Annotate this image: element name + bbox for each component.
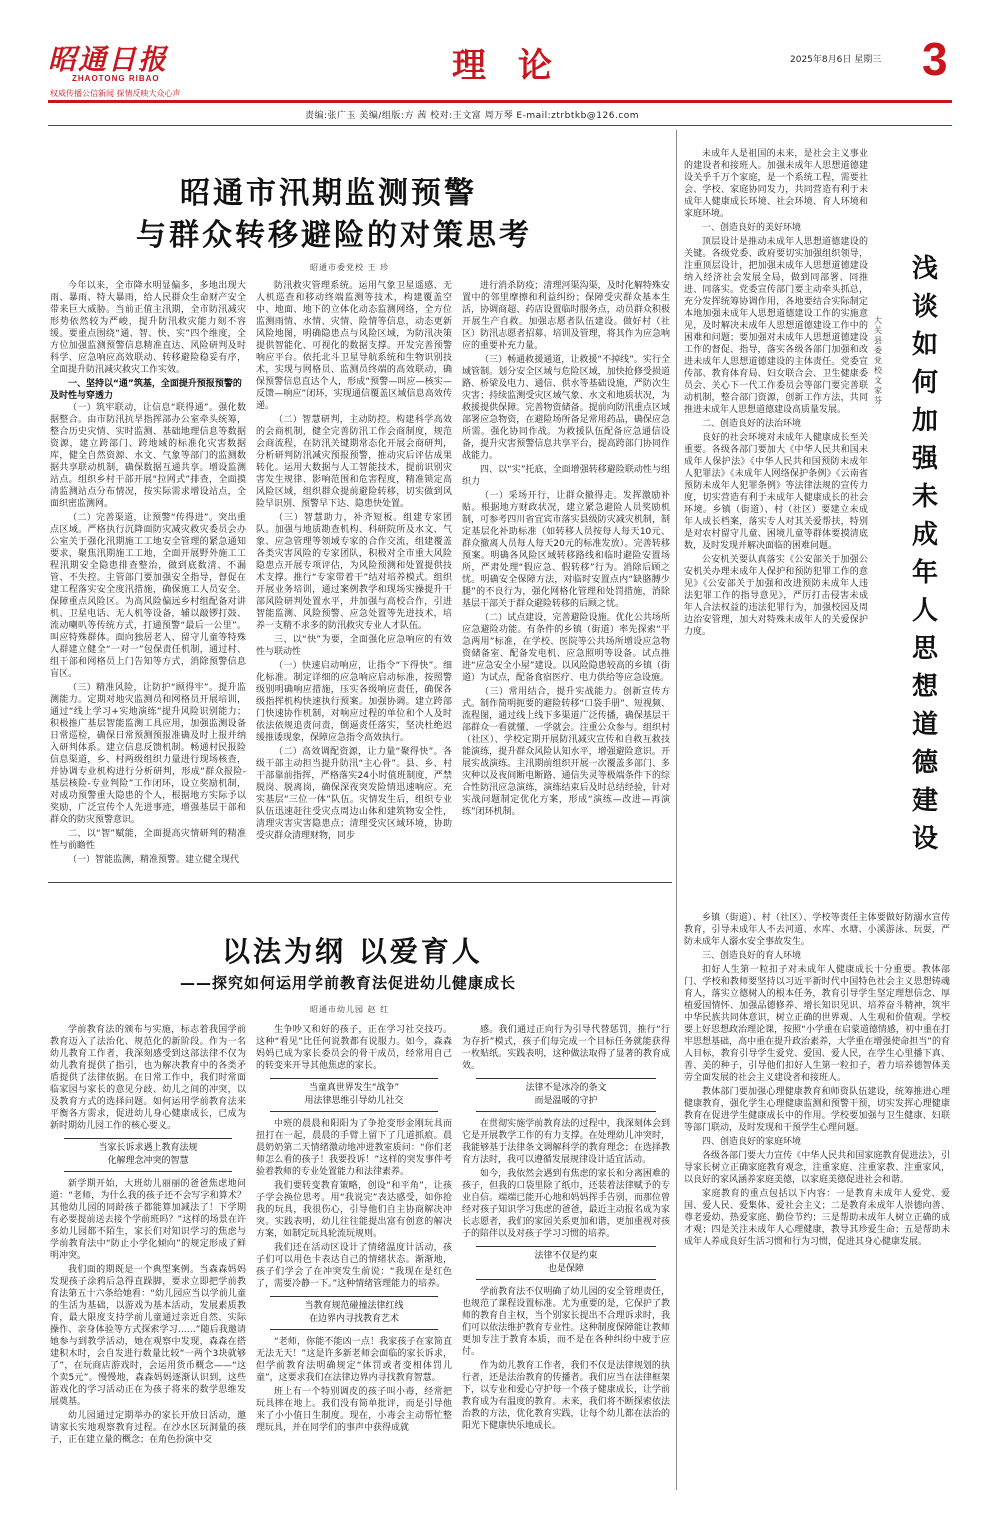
column-divider — [676, 130, 677, 1490]
page-number: 3 — [922, 33, 948, 85]
paragraph: 三、以“快”为要，全面强化应急响应的有效性与联动性 — [256, 635, 452, 657]
article1-title-line1: 昭通市汛期监测预警 — [180, 176, 477, 211]
paragraph: 防汛救灾管理系统。运用气象卫星遥感、无人机巡查和移动终端监测等技术，构建覆盖空中、地面、地下的立体化动态监测网络，全方位监测雨情、水情、灾情、险情等信息，动态更新风险地图，明确隐患点与风险区域，为防汛决策提供智能化、可视化的数据支撑。开发完善预警响应平台。依托北斗卫星导航系统和生物识别技术，实现与网格员、监测员终端的高效联动，确保预警信息直达个人，形成“预警—叫应—核实—反馈—响应”闭环，实现通信覆盖区域信息高效传递。 — [256, 281, 452, 411]
paragraph: 三、创造良好的育人环境 — [702, 951, 802, 961]
paragraph: （一）快速启动响应，让指令“下得快”。细化标准。制定详细的应急响应启动标准，按照警级别明确响应措施，压实各级响应责任，确保各级指挥机构快速执行预案。加强协调。建立跨部门快速协作机制，对响应过程的单位和个人及时依法依规追责问责，倒逼责任落实，坚决杜绝迟缓推诿现象，保障应急指令高效执行。 — [256, 661, 452, 743]
masthead-name: 昭通日报 — [48, 43, 169, 76]
paragraph: 我们要转变教育策略，创设“和平角”，让孩子学会换位思考。用“我说完”表达感受，如你抢我的玩具，我很伤心，引导他们自主协商解决冲突。实践表明，幼儿往往能提出富有创意的解决方案，如制定玩具轮流玩规则。 — [256, 1181, 452, 1239]
paragraph: 作为幼儿教育工作者，我们不仅是法律规划的执行者，还是法治教育的传播者。我们应当在法律框架下，以专业和爱心守护每一个孩子健康成长，让学前教育成为有温度的教育。未来，我们将不断探索依法治教的方法，优化教育实践，让每个幼儿都在法治的阳光下健康快乐地成长。 — [462, 1361, 670, 1431]
paragraph: 学前教育法的颁布与实施，标志着我国学前教育迈入了法治化、规范化的新阶段。作为一名幼儿教育工作者，我深刻感受到这部法律不仅为幼儿教育提供了指引，也为解决教育中的各类矛盾提供了法律依据。在日常工作中，我们时常面临家园与家长的意见分歧、幼儿之间的冲突，以及教育方式的选择问题。如何运用学前教育法来平衡各方需求，促进幼儿身心健康成长，已成为新时期幼儿园工作的核心要义。 — [50, 1025, 246, 1131]
paragraph: 如今，我依然会遇到有焦虑的家长和分离困难的孩子，但我的口袋里除了纸巾，还装着法律赋予的专业自信。端端已能开心地和妈妈挥手告别，而那位曾经对孩子知识学习焦虑的爸爸，最近主动报名成为家长志愿者，我们的家园关系更加和谐，更加重视对孩子的陪伴以及对孩子学习习惯的培养。 — [462, 1169, 670, 1239]
paragraph: 四、创造良好的家庭环境 — [702, 1137, 802, 1147]
article3-title: 浅谈如何加强未成年人思想道德建设 — [911, 254, 938, 854]
article2-column-2 — [256, 1024, 452, 1490]
paragraph: 二、以“智”赋能，全面提高灾情研判的精准性与前瞻性 — [50, 829, 246, 851]
paragraph: （三）畅通救援通道，让救援“不掉线”。实行全域管制。划分安全区域与危险区域，加快抢修受损道路、桥梁及电力、通信、供水等基础设施，严防次生灾害；持续监测受灾区域气象、水文和地质状况，为救援提供保障。完善物资储备。提前向防汛重点区域部署应急物资，在避险场所备足常用药品，确保应急所需。强化协同作战。为救援队伍配备应急通信设备，提升灾害预警信息共享平台，提高跨部门协同作战能力。 — [462, 355, 670, 461]
article1-column-3 — [462, 280, 670, 878]
paragraph: 未成年人是祖国的未来，是社会主义事业的建设者和接班人。加强未成年人思想道德建设关乎千万个家庭，是一个系统工程，需要社会、学校、家庭协同发力，共同营造有利于未成年人健康成长环境、社会环境、育人环境和家庭环境。 — [684, 149, 868, 219]
paragraph: “老师，你能不能凶一点！我家孩子在家简直无法无天！”这是许多新老师会面临的家长诉求，但学前教育法明确规定“体罚或者变相体罚儿童”，这要求我们在法律边界内寻找教育智慧。 — [256, 1337, 452, 1383]
paragraph: 一、创造良好的美好环境 — [702, 223, 802, 233]
article3-column-bottom — [684, 912, 950, 1490]
article1-title-line2: 与群众转移避险的对策思考 — [136, 218, 532, 253]
paragraph: 班上有一个特别调皮的孩子叫小毒，经常把玩具摔在地上。我们没有简单批评，而是引导他来了小小值日生制度。现在，小毒会主动帮忙整理玩具，并在同学们的事声中获得成就 — [256, 1387, 452, 1433]
paragraph: 四、以“实”托底，全面增强转移避险联动性与组织力 — [462, 465, 670, 487]
paragraph: （二）试点建设，完善避险设施。优化公共场所应急避险功能。有条件的乡镇（街道）率先探索“平急两用”标准，在学校、医院等公共场所增设应急物资储备室、配备发电机、应急照明等设备。试点推进“应急安全小屋”建设。以风险隐患较高的乡镇（街道）为试点，配备食宿医疗、电力供给等应急设施。 — [462, 613, 670, 683]
paragraph: 二、创造良好的法治环境 — [702, 419, 802, 429]
paragraph: （二）高效调配资源，让力量“聚得快”。各级干部主动担当提升防汛“主心骨”。县、乡、村干部靠前指挥，严格落实24小时值班制度，严禁脱岗、脱离岗，确保深夜突发险情迅速响应。充实基层“三位一体”队伍。灾情发生后，组织专业队伍迅速赶往受灾点周边山体和建筑物安全性，清理灾害灾害隐患点；清理受灾区域环境，协助受灾群众清理财物，同步 — [256, 747, 452, 841]
paragraph: 学前教育法不仅明确了幼儿园的安全管理责任，也规范了课程设置标准。尤为重要的是，它保护了教师的教育自主权，当个别家长提出不合理诉求时，我们可以依法维护教育专业性。这种制度保障能让教师更加专注于教育本质，而不是在各种纠纷中疲于应付。 — [462, 1287, 670, 1357]
header-rule — [48, 100, 952, 103]
section-callout: 法律不仅是约束 也是保障 — [476, 1246, 656, 1280]
section-callout: 当教育规范碰撞法律红线 在边界内寻找教育艺术 — [270, 1296, 438, 1330]
paragraph: （三）常用结合，提升实战能力。创新宣传方式。制作简明扼要的避险转移“口袋手册”、短视频、流程图，通过线上线下多渠道广泛传播，确保基层干部群众一看就懂、一学就会。注重公众参与。组织村（社区）、学校定期开展防汛减灾宣传和自救互救技能演练，提升群众风险认知水平，增强避险意识。开展实战演练。主汛期前组织开展一次覆盖多部门、多灾种以及夜间断电断路、通信失灵等极端条件下的综合性防汛应急演练，演练结束后及时总结经验，针对实战问题制定优化方案，形成“演练—改进—再演练”闭环机制。 — [462, 687, 670, 817]
paragraph: 扣好人生第一粒扣子对未成年人健康成长十分重要。教体部门、学校和教师要坚持以习近平新时代中国特色社会主义思想铸魂育人，落实立德树人的根本任务，教育引导学生坚定理想信念、厚植爱国情怀、加强品德修养、增长知识见识、培养奋斗精神，筑牢中华民族共同体意识，树立正确的世界观、人生观和价值观。学校要上好思想政治理论课，按照“小学重在启蒙道德情感，初中重在打牢思想基础，高中重在提升政治素养，大学重在增强使命担当”的育人目标，教育引导学生爱党、爱国、爱人民，在学生心里播下真、善、美的种子，引导他们扣好人生第一粒扣子，着力培养德智体美劳全面发展的社会主义建设者和接班人。 — [684, 965, 950, 1083]
paragraph: 今年以来，全市降水明显偏多，多地出现大雨、暴雨、特大暴雨，给人民群众生命财产安全带来巨大威胁。当前正值主汛期，全市防汛减灾形势依然较为严峻，提升防汛救灾能力刻不容缓。要重点围绕“通、智、快、实”四个维度，全方位加强监测预警信息精准直达、风险研判及时科学、应急响应高效联动、转移避险稳妥有序，全面提升防汛减灾救灾工作实效。 — [50, 281, 246, 375]
section-callout: 当童真世界发生“战争” 用法律思维引导幼儿社交 — [270, 1078, 438, 1112]
masthead-pinyin: ZHAOTONG RIBAO — [72, 74, 160, 83]
section-callout: 当家长诉求遇上教育法规 化解理念冲突的智慧 — [64, 1138, 232, 1172]
paragraph: 各级各部门要大力宣传《中华人民共和国家庭教育促进法》，引导家长树立正确家庭教育观念，注重家庭、注重家教、注重家风，以良好的家风涵养家庭美德，以家庭美德促进社会和谐。 — [684, 1151, 950, 1185]
paragraph: 生争吵又和好的孩子，正在学习社交技巧。这种“看见”比任何说教都有说服力。如今，森森妈妈已成为家长委员会的骨干成员，经常用自己的转变来开导其他焦虑的家长。 — [256, 1025, 452, 1071]
paragraph: 新学期开始，大班幼儿丽丽的爸爸焦虑地问道：“老师，为什么我的孩子还不会写字和算术？其他幼儿园的同龄孩子都能算加减法了！下学期有必要提前送去接个学前班吗？”这样的场景在许多幼儿园都不陌生，家长们对知识学习的焦虑与学前教育法中“防止小学化倾向”的规定形成了鲜明冲突。 — [50, 1179, 246, 1261]
article2-byline: 昭通市幼儿园 赵 红 — [310, 1005, 390, 1014]
article1-byline: 昭通市委党校 王 珍 — [310, 263, 390, 272]
section-heading: 一、坚持以“通”筑基，全面提升预报预警的及时性与穿透力 — [50, 379, 242, 401]
paragraph: （二）智慧研判，主动防控。构建科学高效的会商机制，健全完善防汛工作会商制度，规范会商流程，在防汛关键期常态化开展会商研判，分析研判防汛减灾预报预警，推动灾后评估成果转化。运用大数据与人工智能技术，提前识别灾害发生规律、影响范围和危害程度，精准锁定高风险区域，组织群众提前避险转移，切实做到风险早识别、预警早下达、隐患快处置。 — [256, 415, 452, 509]
paragraph: 在贯彻实施学前教育法的过程中，我深刻体会到它是开展教学工作的有力支撑。在处理幼儿冲突时，我能够基于法律条文调解科学的教育理念；在选择教育方法时，我可以遵循发展规律设计适宜活动。 — [462, 1119, 670, 1165]
paragraph: 我们面的期既是一个典型案例。当森森妈妈发现孩子涂鸦后急得直跺脚，要求立即把学前教育法第五十六条给她看：“幼儿园应当以学前儿童的生活为基础，以游戏为基本活动，发展素质教育，最大限度支持学前儿童通过亲近自然、实际操作、亲身体验等方式探索学习……”随后我邀请她参与到教学活动，她在观察中发现，森森在搭建积木时，会自发进行数量比较“一两个3块就够了”，在玩商店游戏时，会运用货币概念——“这个卖5元”。慢慢地，森森妈妈逐渐认识到，这些游戏化的学习活动正在为孩子将来的数学思维发展奠基。 — [50, 1265, 246, 1407]
paragraph: （一）筑牢联动，让信息“联得通”。强化数据整合。由市防汛抗旱指挥部办公室牵头统筹，整合历史灾情、实时监测、基础地理信息等数据资源，建立跨部门、跨地域的标准化灾害数据库，健全自然资源、水文、气象等部门的监测数据共享联动机制，确保数据互通共享。增设监测站点。组织乡村干部开展“拉网式”排查，全面摸清监测站点分布情况，按实际需求增设站点，全面织密监测网。 — [50, 403, 246, 509]
article2-title: 以法为纲 以爱育人 — [222, 935, 483, 968]
paragraph: 家庭教育的重点包括以下内容：一是教育未成年人爱党、爱国、爱人民、爱集体、爱社会主义；二是教育未成年人崇德向善、尊老爱幼、热爱家庭、勤俭节约；三是帮助未成年人树立正确的成才观；四是关注未成年人心理健康，教导其珍爱生命；五是帮助未成年人养成良好生活习惯和行为习惯，促进其身心健康发展。 — [684, 1189, 950, 1247]
paragraph: （二）完善渠道，让预警“传得进”。突出重点区域。严格执行沉降面防灾减灾救灾委员会办公室关于强化汛期施工工地安全管理的紧急通知要求，聚焦汛期施工工地，全面开展野外施工工程汛期安全隐患排查整治，做到底数清、不漏管、不失控。主管部门要加强安全指导，督促在建工程落实安全度汛措施，确保施工人员安全。保障重点风险区。为高风险偏远乡村组配备对讲机、卫星电话、无人机等设备，辅以敲锣打鼓、流动喇叭等传统方式，打通预警“最后一公里”。叫应特殊群体。面向独居老人、留守儿童等特殊人群建立健全“一对一”包保责任机制，通过村、组干部和网格员上门告知等方式，消除预警信息盲区。 — [50, 513, 246, 679]
article3-column-top — [684, 148, 868, 908]
article1-column-1 — [50, 280, 246, 878]
paragraph: 幼儿园通过定期举办的家长开放日活动，邀请家长实地观察教育过程。在沙水区玩洞量的孩子，正在建立量的概念；在角色扮演中交 — [50, 1411, 246, 1445]
paragraph: 进行消杀防疫；清理河渠沟渠，及时化解特殊安置中的邻里摩擦和利益纠纷；保障受灾群众基本生活，协调商超、药店设置临时服务点，动员群众积极开展生产自救。加强志愿者队伍建设。做好村（社区）防汛志愿者招募、培训及管理，将其作为应急响应的重要补充力量。 — [462, 281, 670, 351]
paragraph: 中班的晨晨和阳阳为了争抢变形金刚玩具而扭打在一起，晨晨的手臂上留下了几道抓痕。晨晨奶奶第二天情绪激动地冲进教室质问：“你们老师怎么看的孩子！我要投诉！”这样的突发事件考验着教师的专业处置能力和法律素养。 — [256, 1119, 452, 1177]
paragraph: 公安机关要认真落实《公安部关于加强公安机关办理未成年人保护和预防犯罪工作的意见》《公安部关于加强和改进预防未成年人违法犯罪工作的指导意见》，严厉打击侵害未成年人合法权益的违法犯罪行为，加强校园及周边治安管理，加大对特殊未成年人的关爱保护力度。 — [684, 555, 868, 637]
paragraph: 顶层设计是推动未成年人思想道德建设的关键。各级党委、政府要切实加强组织领导，注重顶层设计，把加强未成年人思想道德建设纳入经济社会发展全局，做到同部署、同推进、同落实。党委宣传部门要主动牵头抓总，充分发挥统筹协调作用，各地要结合实际制定本地加强未成年人思想道德建设工作的实施意见，及时解决未成年人思想道德建设工作中的困难和问题；要加强对未成年人思想道德建设工作的督促、指导，落实各级各部门加强和改进未成年人思想道德建设的主体责任。党委宣传部、教育体育局、妇女联合会、卫生健康委员会、关心下一代工作委员会等部门要完善联动机制，整合部门资源，创新工作方法，共同推进未成年人思想道德建设高质量发展。 — [684, 237, 868, 415]
dateline: 2025年8月6日 星期三 — [790, 55, 882, 65]
paragraph: （一）智能监测，精准预警。建立健全现代 — [68, 855, 240, 865]
header-rule-thin — [48, 125, 952, 126]
editors-line: 责编:张广玉 美编/组版:方 茜 校对:王文富 周万琴 E-mail:ztrbtkb@126.com — [305, 111, 640, 121]
paragraph: 我们还在活动区设计了情绪温度计活动，孩子们可以用色卡表达自己的情绪状态。渐渐地，孩子们学会了在冲突发生前说：“我现在是红色了，需要冷静一下。”这种情绪管理能力的培养。 — [256, 1243, 452, 1289]
section-title: 理 论 — [452, 46, 562, 86]
article2-column-1 — [50, 1024, 246, 1490]
article-separator — [48, 882, 672, 883]
paragraph: 感。我们通过正向行为引导代替惩罚，推行“行为存折”模式，孩子们每完成一个目标任务就能获得一枚贴纸。实践表明，这种做法取得了显著的教育成效。 — [462, 1025, 670, 1071]
paragraph: 良好的社会环境对未成年人健康成长至关重要。各级各部门要加大《中华人民共和国未成年人保护法》《中华人民共和国预防未成年人犯罪法》《未成年人网络保护条例》《云南省预防未成年人犯罪条例》等法律法规的宣传力度，切实营造有利于未成年人健康成长的社会环境。乡镇（街道）、村（社区）要建立未成年人成长档案，落实专人对其关爱帮扶，特别是对农村留守儿童、困境儿童等群体要摸清底数，及时发现并解决面临的困难问题。 — [684, 433, 868, 551]
paragraph: 乡镇（街道）、村（社区）、学校等责任主体要做好防溺水宣传教育，引导未成年人不去河道、水库、水塘、小溪游泳、玩耍，严防未成年人溺水安全事故发生。 — [684, 913, 950, 947]
masthead-slogan: 权威传播公信新闻 探情反映大众心声 — [50, 89, 181, 98]
paragraph: 教体部门要加强心理健康教育和师资队伍建设，统筹推进心理健康教育，强化学生心理健康监测和预警干预，切实发挥心理健康教育在促进学生健康成长中的作用。学校要加强与卫生健康、妇联等部门联动，及时发现和干预学生心理问题。 — [684, 1087, 950, 1133]
paragraph: （三）智慧助力，补齐短板。组建专家团队。加强与地质勘查机构、科研院所及水文、气象、应急管理等领域专家的合作交流，组建覆盖各类灾害风险的专家团队，积极对全市重大风险隐患点开展专项评估，为风险预测和处置提供技术支撑。推行“专家带着干”结对培养模式。组织开展业务培训，通过案例教学和现场实操提升干部风险研判处置水平，并加强与高校合作，引进智能监测、风险预警、应急处置等先进技术，培养一支精不求多的防汛救灾专业人才队伍。 — [256, 513, 452, 631]
article2-subtitle: ——探究如何运用学前教育法促进幼儿健康成长 — [180, 974, 517, 992]
article1-column-2 — [256, 280, 452, 878]
paragraph: （一）采场开行，让群众撤得走。发挥激励补贴。根据地方财政状况，建立紧急避险人员奖励机制，可参考四川省宜宾市落实县级防灾减灾机制，制定基层化补助标准（如转移人员按每人每天10元、群众撤离人员每人每天20元的标准发放）。完善转移预案。明确各风险区域转移路线和临时避险安置场所，严肃处理“假应急、假转移”行为。消除后顾之忧。明确安全保障方法，对临时安置点内“缺胳膊少腿”的不良行为，强化网格化管理和处罚措施，消除基层干部关于群众避险转移的后顾之忧。 — [462, 491, 670, 609]
article3-byline: 大关县委党校 文家芬 — [874, 316, 882, 405]
section-callout: 法律不是冰冷的条文 而是温暖的守护 — [476, 1078, 656, 1112]
article2-column-3 — [462, 1024, 670, 1490]
paragraph: （三）精准风险，让防护“顾得牢”。提升监测能力。定期对地灾监测员和网格员开展培训，通过“线上学习+实地演练”提升风险识别能力；积极推广基层智能监测工具应用，加强监测设备日常巡检，确保日常预测预报准确及时上报并纳入研判体系。建立信息反馈机制。畅通村民报险信息渠道，乡、村两级组织力量进行现场核查，并协调专业机构进行分析研判，形成“群众报险-基层核险-专业判险”工作闭环，设立奖励机制，对成功预警重大隐患的个人，根据地方实际予以奖励，广泛宣传个人先进事迹，增强基层干部和群众的防灾预警意识。 — [50, 683, 246, 825]
